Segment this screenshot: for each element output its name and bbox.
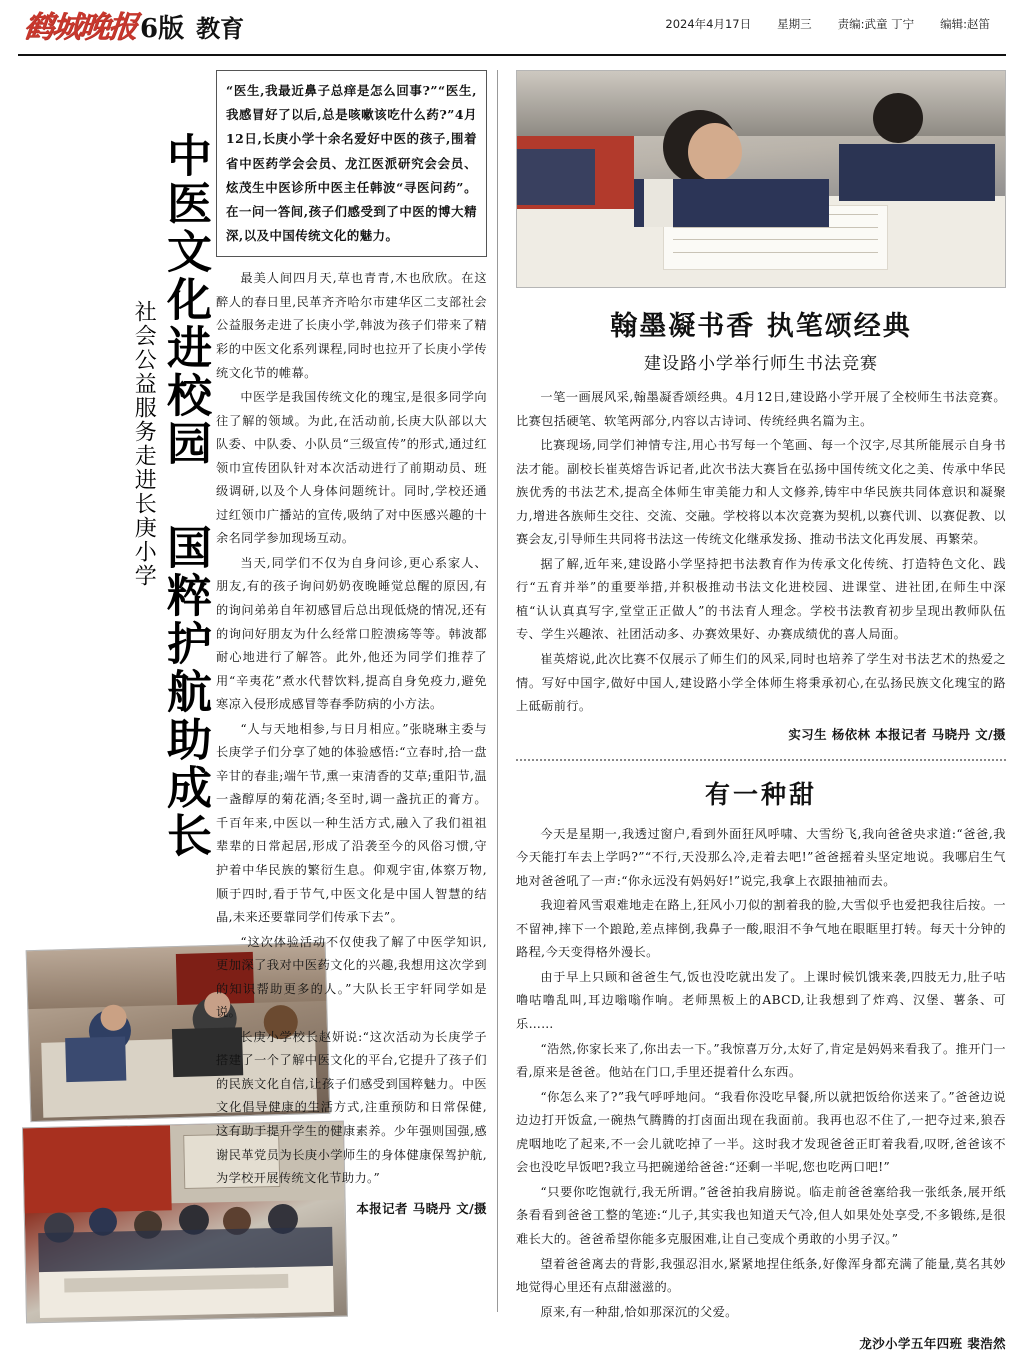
editor-in-charge: 责编:武童 丁宁 bbox=[837, 17, 915, 31]
calligraphy-paragraph: 一笔一画展风采,翰墨凝香颂经典。4月12日,建设路小学开展了全校师生书法竞赛。比赛包括硬笔、软笔两部分,内容以古诗词、传统经典名篇为主。 bbox=[516, 390, 1006, 428]
essay-paragraph: “浩然,你家长来了,你出去一下。”我惊喜万分,太好了,肯定是妈妈来看我了。推开门一看,原来是爸爸。他站在门口,手里还提着什么东西。 bbox=[516, 1041, 1006, 1080]
calligraphy-headline: 翰墨凝书香 执笔颂经典 bbox=[610, 311, 912, 342]
photo-students-writing-image bbox=[517, 71, 1005, 287]
essay-paragraph: “只要你吃饱就行,我无所谓。”爸爸拍我肩膀说。临走前爸爸塞给我一张纸条,展开纸条看看到爸爸工整的笔迹:“儿子,其实我也知道天气冷,但人如果处处享受,不多锻练,是很难长大的。爸爸希望你能多克服困难,让自己变成个勇敢的小男子汉。” bbox=[516, 1184, 1006, 1246]
weekday: 星期三 bbox=[777, 17, 812, 31]
essay-paragraph: 我迎着风雪艰难地走在路上,狂风小刀似的割着我的脸,大雪似乎也爱把我往后按。一不留神,摔下一个踉跄,差点摔倒,我鼻子一酸,眼泪不争气地在眼眶里打转。每天十分钟的路程,今天变得格外漫长。 bbox=[516, 898, 1006, 960]
calligraphy-paragraph: 比赛现场,同学们神情专注,用心书写每一个笔画、每一个汉字,尽其所能展示自身书法才能。副校长崔英熔告诉记者,此次书法大赛旨在弘扬中国传统文化之美、传承中华民族优秀的书法艺术,提高全体师生审美能力和人文修养,铸牢中华民族共同体意识和凝聚力,增进各族师生交往、交流、交融。学校将以本次竞赛为契机,以赛代训、以赛促教、以赛会友,引导师生共同将书法这一传统文化继承发扬、推动书法文化再发展、再繁荣。 bbox=[516, 438, 1006, 547]
essay-paragraph: 原来,有一种甜,恰如那深沉的父爱。 bbox=[540, 1304, 738, 1319]
article-paragraph: 最美人间四月天,草也青青,木也欣欣。在这醉人的春日里,民革齐齐哈尔市建华区二支部社会公益服务走进了长庚小学,韩波为孩子们带来了精彩的中医文化系列课程,同时也拉开了长庚小学传统文化节的帷幕。 bbox=[216, 271, 487, 380]
main-subheadline: 社会公益服务走进长庚小学 bbox=[131, 300, 157, 588]
essay-paragraph: 今天是星期一,我透过窗户,看到外面狂风呼啸、大雪纷飞,我向爸爸央求道:“爸爸,我今天能打车去上学吗?”“不行,天没那么冷,走着去吧!”爸爸摇着头坚定地说。我哪启生气地对爸爸吼了一声:“你永远没有妈妈好!”说完,我拿上衣跟抽袖而去。 bbox=[516, 826, 1006, 888]
masthead bbox=[18, 0, 1006, 56]
calligraphy-paragraph: 据了解,近年来,建设路小学坚持把书法教育作为传承文化传统、打造特色文化、践行“五育并举”的重要举措,并积极推动书法文化进校园、进课堂、进社团,在师生中深植“认认真真写字,堂堂正正做人”的书法育人理念。学校书法教育初步呈现出教师队伍专、学生兴趣浓、社团活动多、办赛效果好、办赛成绩优的喜人局面。 bbox=[516, 556, 1006, 642]
essay-paragraph: “你怎么来了?”我气呼呼地问。“我看你没吃早餐,所以就把饭给你送来了。”爸爸边说边边打开饭盒,一碗热气腾腾的打卤面出现在我面前。我再也忍不住了,一把夺过来,狼吞虎咽地吃了起来,不一会儿就吃掉了一半。这时我才发现爸爸正盯着我看,叹呀,爸爸该不会也没吃早饭吧?我立马把碗递给爸爸:“还剩一半呢,您也吃两口吧!” bbox=[516, 1089, 1006, 1175]
section-divider bbox=[516, 759, 1006, 761]
article-paragraph: 长庚小学校长赵妍说:“这次活动为长庚学子搭建了一个了解中医文化的平台,它提升了孩子们的民族文化自信,让孩子们感受到国粹魅力。中医文化倡导健康的生活方式,注重预防和日常保健,这有助于提升学生的健康素养。少年强则国强,感谢民革党员为长庚小学师生的身体健康保驾护航,为学校开展传统文化节助力。” bbox=[216, 1029, 487, 1186]
page-number: 6版 bbox=[140, 14, 185, 44]
article-byline: 本报记者 马晓丹 文/摄 bbox=[356, 1200, 487, 1216]
photo-students-writing bbox=[516, 70, 1006, 288]
calligraphy-paragraph: 崔英熔说,此次比赛不仅展示了师生们的风采,同时也培养了学生对书法艺术的热爱之情。写好中国字,做好中国人,建设路小学全体师生将秉承初心,在弘扬民族文化瑰宝的路上砥砺前行。 bbox=[516, 652, 1006, 714]
article-paragraph: “这次体验活动不仅使我了解了中医学知识,更加深了我对中医药文化的兴趣,我想用这次学到的知识帮助更多的人。”大队长王宇轩同学如是说。 bbox=[216, 934, 487, 1020]
article-lead: “医生,我最近鼻子总痒是怎么回事?”“医生,我感冒好了以后,总是咳嗽该吃什么药?”4月12日,长庚小学十余名爱好中医的孩子,围着省中医药学会会员、龙江医派研究会会员、炫茂生中医诊所中医主任韩波“寻医问药”。在一问一答间,孩子们感受到了中医的博大精深,以及中国传统文化的魅力。 bbox=[216, 70, 487, 257]
column-right bbox=[498, 70, 1006, 1352]
masthead-logo-group bbox=[21, 2, 245, 46]
essay-author: 龙沙小学五年四班 裴浩然 bbox=[859, 1336, 1006, 1352]
calligraphy-subheadline: 建设路小学举行师生书法竞赛 bbox=[644, 354, 878, 374]
section-title: 教育 bbox=[196, 14, 245, 43]
main-headline: 中医文化进校园 国粹护航助成长 bbox=[159, 132, 212, 860]
article-paragraph: 中医学是我国传统文化的瑰宝,是很多同学向往了解的领域。为此,在活动前,长庚大队部以大队委、中队委、小队员“三级宣传”的形式,通过红领巾宣传团队针对本次活动进行了前期动员、班级调研,以及个人身体问题统计。同时,学校还通过红领巾广播站的宣传,吸纳了对中医感兴趣的十余名同学参加现场互动。 bbox=[216, 390, 487, 546]
essay-paragraph: 由于早上只顾和爸爸生气,饭也没吃就出发了。上课时候饥饿来袭,四肢无力,肚子咕噜咕噜乱叫,耳边嗡嗡作响。老师黑板上的ABCD,让我想到了炸鸡、汉堡、薯条、可乐…… bbox=[516, 969, 1006, 1032]
publish-date: 2024年4月17日 bbox=[665, 17, 752, 31]
editor: 编辑:赵笛 bbox=[940, 17, 990, 31]
calligraphy-byline: 实习生 杨依林 本报记者 马晓丹 文/摄 bbox=[788, 726, 1006, 742]
article-paragraph: “人与天地相参,与日月相应。”张晓琳主委与长庚学子们分享了她的体验感悟:“立春时,拾一盘辛甘的春韭;端午节,熏一束清香的艾草;重阳节,温一盏醇厚的菊花酒;冬至时,调一盏抗正的膏方。千百年来,中医以一种生活方式,融入了我们祖祖辈辈的日常起居,形成了沿袭至今的风俗习惯,守护着中华民族的繁衍生息。仰观宇宙,体察万物,顺于四时,看于节气,中医文化是中国人智慧的结晶,未来还要靠同学们传承下去”。 bbox=[216, 721, 487, 925]
column-middle bbox=[210, 70, 498, 1312]
column-left bbox=[18, 70, 210, 1312]
paper-logo: 鹤城晚报 bbox=[21, 10, 138, 45]
masthead-meta bbox=[665, 16, 1000, 32]
essay-paragraph: 望着爸爸离去的背影,我强忍泪水,紧紧地捏住纸条,好像浑身都充满了能量,莫名其妙地觉得心里还有点甜滋滋的。 bbox=[516, 1256, 1006, 1295]
article-paragraph: 当天,同学们不仅为自身问诊,更心系家人、朋友,有的孩子询问奶奶夜晚睡觉总醒的原因,有的询问弟弟自年初感冒后总出现低烧的情况,还有的询问好朋友为什么经常口腔溃疡等等。韩波都耐心地进行了解答。此外,他还为同学们推荐了用“辛夷花”煮水代替饮料,提高自身免疫力,避免寒凉入侵形成感冒等春季防病的小方法。 bbox=[216, 555, 487, 712]
page-content bbox=[18, 56, 1006, 1352]
essay-headline: 有一种甜 bbox=[704, 779, 817, 809]
